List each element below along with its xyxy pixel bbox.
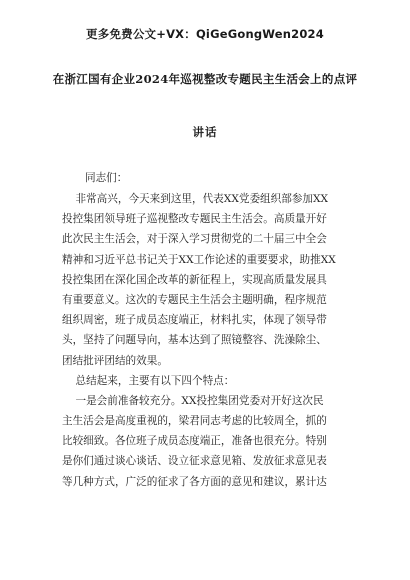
paragraph-line: 等几种方式，广泛的征求了各方面的意见和建议，累计达 <box>62 475 327 488</box>
body-text <box>62 189 352 492</box>
paragraph-line: 头，坚持了问题导向，基本达到了照镜整容、洗澡除尘、 <box>62 334 327 347</box>
paragraph-line: 一是会前准备较充分。XX投控集团党委对开好这次民 <box>62 394 324 407</box>
paragraph-line: 主生活会是高度重视的，梁君同志考虑的比较周全，抓的 <box>62 415 327 428</box>
promo-header: 更多免费公文+VX：QiGeGongWen2024 <box>86 27 324 41</box>
document-title: 在浙江国有企业2024年巡视整改专题民主生活会上的点评 <box>52 72 358 86</box>
paragraph-line: 非常高兴，今天来到这里，代表XX党委组织部参加XX <box>62 193 329 205</box>
paragraph-line: 精神和习近平总书记关于XX工作论述的重要要求，助推XX <box>62 253 336 266</box>
paragraph-line: 团结批评团结的效果。 <box>62 354 168 367</box>
paragraph-line: 总结起来，主要有以下四个特点： <box>62 374 235 387</box>
paragraph-line: 比较细致。各位班子成员态度端正，准备也很充分。特别 <box>62 435 327 448</box>
paragraph-line: 组织周密，班子成员态度端正，材料扎实，体现了领导带 <box>62 314 327 327</box>
paragraph-line: 此次民主生活会，对于深入学习贯彻党的二十届三中全会 <box>62 233 327 246</box>
paragraph-line: 投控集团领导班子巡视整改专题民主生活会。高质量开好 <box>62 213 327 226</box>
paragraph-line: 是你们通过谈心谈话、设立征求意见箱、发放征求意见表 <box>62 455 327 468</box>
paragraph-line: 投控集团在深化国企改革的新征程上，实现高质量发展具 <box>62 273 327 286</box>
greeting: 同志们： <box>85 172 128 184</box>
paragraph-line: 有重要意义。这次的专题民主生活会主题明确，程序规范 <box>62 293 327 306</box>
document-subtitle: 讲话 <box>192 125 218 139</box>
